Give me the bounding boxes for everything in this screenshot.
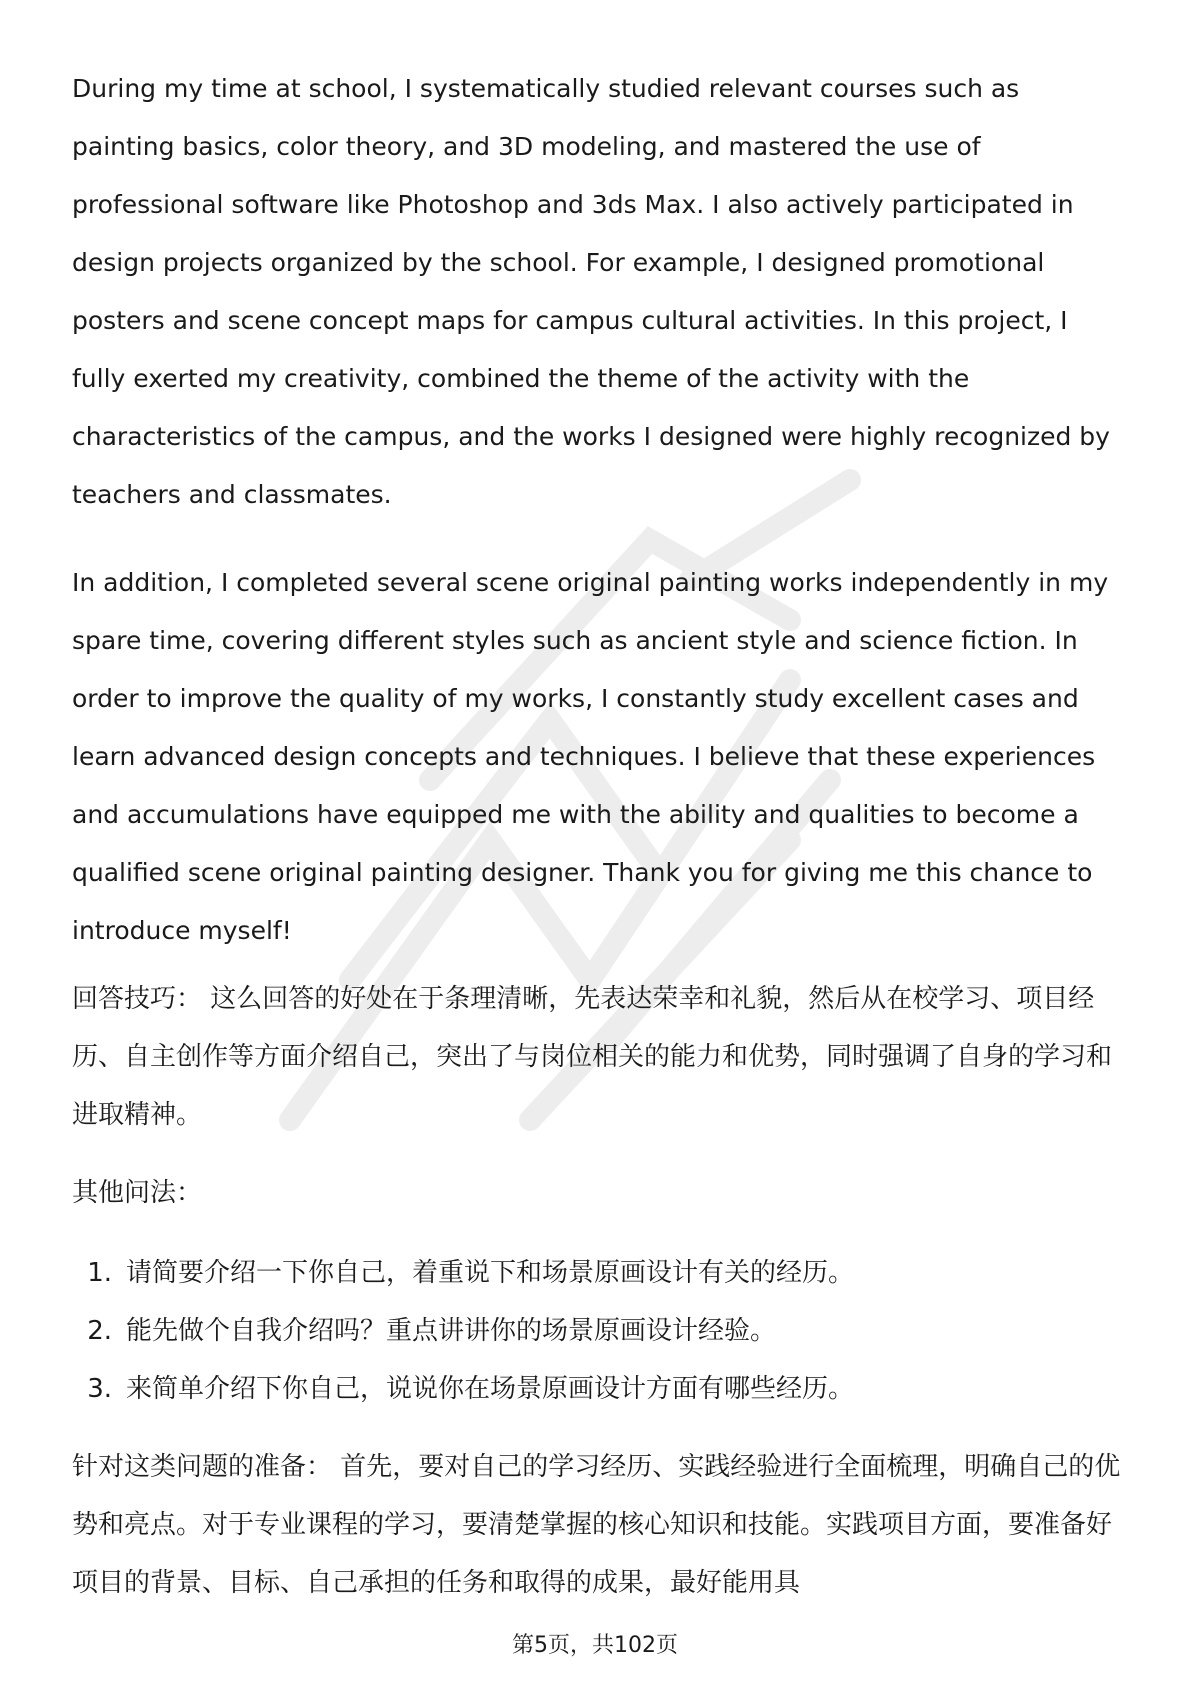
answer-paragraph-1: During my time at school, I systematically studied relevant courses such as painting basics, color theory, and 3D modeling, and mastered the use of professional software like Photoshop and 3ds Max. I also actively participated in design projects organized by the school. For example, I designed promotional posters and scene concept maps for campus cultural activities. In this project, I fully exerted my creativity, combined the theme of the activity with the characteristics of the campus, and the works I designed were highly recognized by teachers and classmates. bbox=[72, 74, 1110, 509]
list-item bbox=[72, 1244, 1122, 1302]
list-item bbox=[72, 1302, 1122, 1360]
list-text: 能先做个自我介绍吗？重点讲讲你的场景原画设计经验。 bbox=[126, 1316, 777, 1346]
preparation-paragraph: 针对这类问题的准备： 首先，要对自己的学习经历、实践经验进行全面梳理，明确自己的优势和亮点。对于专业课程的学习，要清楚掌握的核心知识和技能。实践项目方面，要准备好项目的背景、目标、自己承担的任务和取得的成果，最好能用具 bbox=[72, 1452, 1121, 1598]
list-text: 请简要介绍一下你自己，着重说下和场景原画设计有关的经历。 bbox=[126, 1258, 855, 1288]
list-item bbox=[72, 1360, 1122, 1418]
page-footer: 第5页，共102页 bbox=[512, 1633, 678, 1658]
answer-paragraph-2: In addition, I completed several scene original painting works independently in my spare time, covering different styles such as ancient style and science fiction. In order to improve the quality of my works, I constantly study excellent cases and learn advanced design concepts and techniques. I believe that these experiences and accumulations have equipped me with the ability and qualities to become a qualified scene original painting designer. Thank you for giving me this chance to introduce myself! bbox=[72, 568, 1109, 945]
page-content bbox=[72, 60, 1122, 1612]
list-number: 1. bbox=[87, 1258, 112, 1288]
list-number: 2. bbox=[87, 1316, 112, 1346]
answer-tips: 回答技巧： 这么回答的好处在于条理清晰，先表达荣幸和礼貌，然后从在校学习、项目经历、自主创作等方面介绍自己，突出了与岗位相关的能力和优势，同时强调了自身的学习和进取精神。 bbox=[72, 984, 1113, 1130]
other-questions-heading: 其他问法： bbox=[72, 1178, 203, 1208]
other-questions-list bbox=[72, 1244, 1122, 1418]
list-number: 3. bbox=[87, 1374, 112, 1404]
list-text: 来简单介绍下你自己，说说你在场景原画设计方面有哪些经历。 bbox=[126, 1374, 855, 1404]
